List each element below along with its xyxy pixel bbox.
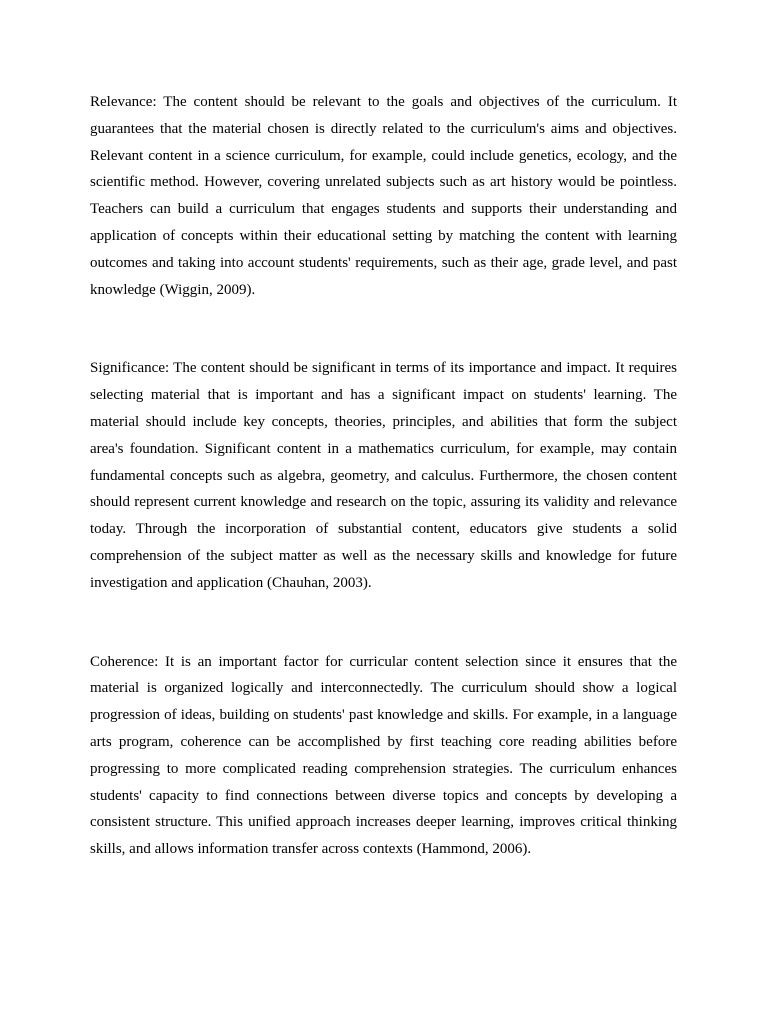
paragraph-relevance: Relevance: The content should be relevant to the goals and objectives of the curriculum. It guarantees that the material chosen is directly related to the curriculum's aims and objectives. Relevant content in a science curriculum, for example, could include genetics, ecology, and the scientific method. However, covering unrelated subjects such as art history would be pointless. Teachers can build a curriculum that engages students and supports their understanding and application of concepts within their educational setting by matching the content with learning outcomes and taking into account students' requirements, such as their age, grade level, and past knowledge (Wiggin, 2009).: [90, 94, 677, 298]
paragraph-significance: Significance: The content should be significant in terms of its importance and impact. It requires selecting material that is important and has a significant impact on students' learning. The material should include key concepts, theories, principles, and abilities that form the subject area's foundation. Significant content in a mathematics curriculum, for example, may contain fundamental concepts such as algebra, geometry, and calculus. Furthermore, the chosen content should represent current knowledge and research on the topic, assuring its validity and relevance today. Through the incorporation of substantial content, educators give students a solid comprehension of the subject matter as well as the necessary skills and knowledge for future investigation and application (Chauhan, 2003).: [90, 360, 677, 591]
paragraph-coherence: Coherence: It is an important factor for curricular content selection since it ensures that the material is organized logically and interconnectedly. The curriculum should show a logical progression of ideas, building on students' past knowledge and skills. For example, in a language arts program, coherence can be accomplished by first teaching core reading abilities before progressing to more complicated reading comprehension strategies. The curriculum enhances students' capacity to find connections between diverse topics and concepts by developing a consistent structure. This unified approach increases deeper learning, improves critical thinking skills, and allows information transfer across contexts (Hammond, 2006).: [90, 653, 677, 858]
document-page: [90, 89, 677, 863]
